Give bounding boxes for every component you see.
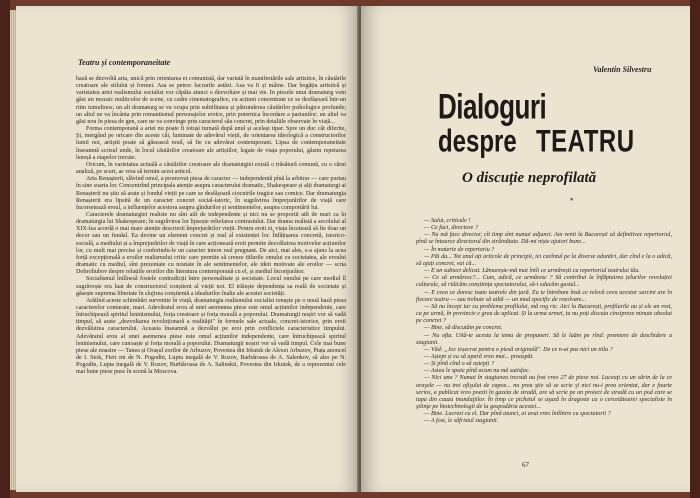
right-page: [361, 6, 690, 492]
dialogue-line: — Nu ofta. Uită-te acesta la tema de propuneri. Să le luăm pe rînd: premiere de deschidere a stagiunii.: [416, 332, 672, 346]
paragraph: Oricum, în varietatea actuală a căutărilor creatoare ale dramaturgiei există o trăsătură comună, cu o cărui analiză, pe scurt, as vrea să termin acest articol.: [76, 161, 346, 176]
dialogue-line: — Salut, criticule !: [424, 218, 471, 224]
dialogue-line: — Văd: „Joc ieșecrat pentru o piesă originală". De ce n-ai pus nici un titlu ?: [424, 346, 613, 353]
title-word-despre: despre: [438, 124, 517, 160]
dialogue-line: — În materie de repertoriu ?: [424, 246, 495, 253]
paragraph: Arătînd aceste schimbări survenite în viață, dramaturgia realismului socialist renaște pe o nouă bază piesa caracterelor conturate, mari. Adevăratul erou al unei asemenea piese este omul acțiunilor independente, care întruchipează spiritul leninismului, forța creatoare și forța morală a poporului. Dramaturgii noștri vor să vadă timpul, să arate „dezvoltarea revoluționară a realității" în formele sale actuale, concret-istorice, prin eroii dezvăluirea caracterului. Aceasta înseamnă a dezvălui pe eroi prin conflictele caracteristice timpului. Adevăratul erou al unei asemenea piese este omul acțiunilor independente, care întruchipează spiritul leninismului, care cunoaște și forța morală a poporului. Dramaturgii noștri vor să vadă timpul. Cele mai bune piese ale noastre — Tanea și Orașul zorilor de Arbuzov, Povestea din Irkutsk de Alexei Arbuzov, Piața anonceí de I. Stok, Fieri mi de N. Pogodin, Lupta inegală de V. Rozov, Barbăroasa de A. Salenkov, să ales pe N. Pogodin, Lupta inegală de V. Rozov, Burbăroasa de A. Salinskii, Povestea din Irkutsk, de a reprezentat cele mai bune piese puse în scenă la Moscova.: [76, 297, 346, 376]
dialogue-line: — Să nu începi iar cu problema profilului, mă rog rie. Aici la București, profilurile au și ele un rost, ca pe urmă, în provincie e greu de aplicat. Și la urma urmei, tu nu poți discuta cinsipreze minute absolut pe concret ?: [416, 303, 672, 325]
dialogue-line: — Nici una ? Numai în stagiunea trecută au fost vreo 27 de piese noi. Luceaţi cu un sărin de la ce oraşele — nu trei afişului de capoe... nu prea ştie să se scrie şi nici nu-i prea orientat, dar e foarte serios, a publicat vreo poezii în gazeta de stradă, are să scrie pe un proiect de stradă cu un pod care se tapa din cauza inundaţiilor. În timp ce pichetul se aşază în dragoste cu o cercetătoarei specialiste în ştiinţe pe biotechnologii de la gospodăria acestei...: [416, 375, 672, 411]
dialogue-line: — Astea le spuie pînă acum nu mă satisfac.: [424, 368, 531, 375]
paragraph: Socialismul întîlnesă fostele contradicții între personalitate și societate. Locul omului pe care mediul îl sugrăvește era luat de constructorul conștient al vieții noi. El trăiește dependența sa reală de societate și găsește suprema libertate în slujirea conștientă a idealurilor înalte ale acestei societăți.: [76, 276, 346, 297]
paragraph: Caracterele dramaturgiei realiste nu sînt atît de independente și nici nu se proportii atît de mari ca în dramaturgia lui Shakespeare; în sugrăvirea lor lipsește reliefarea contrastului. Dar drama realistă a secolului al XIX-lea acordă o mai mare atenție descrierii împrejurărilor vieții. Pentru eroii ei, viața încetează să fie doar un decor sau un fundal. Ea devine un element concret și real al existenței lor. Înfățișarea concretă, istorico-socială, a mediului și a împrejurărilor de viață în care acționează eroii permite dezvăluirea motivelor acțiunilor lor, cu mult mai precise și conferindu-le un caracter intern real pregnant. De aici, mai ales, s-a ajuns la acea forță excepțională a eroilor realismului critic care permite să creeze titlurile omului cu societatea, ale eroului dramatic cu mediul, sînt prezentate cu noutate în ale sentimentelor, ale ideii motivate ale eroilor — scria Dobroliubov despre relațiile erorilor din literatura contemporană cu el, și mediul înconjurător.: [76, 211, 346, 276]
section-star: *: [570, 197, 574, 205]
article-title: [434, 86, 684, 181]
dialogue-text: [416, 218, 672, 426]
left-page: [16, 6, 359, 492]
cover-edge-left: [0, 0, 10, 498]
dialogue-line: — Și pînă cînd o să aștepți ?: [424, 361, 494, 368]
page-number: 67: [522, 461, 529, 469]
left-text-column: [76, 76, 346, 484]
article-subtitle: O discuție neprofilată: [462, 170, 597, 186]
title-word-teatru: TEATRU: [536, 124, 635, 160]
cover-edge-right: [690, 0, 700, 498]
right-running-head: Valentin Silvestru: [593, 65, 652, 74]
dialogue-line: — Aștept și eu să apară vreo mai... proaspăt.: [424, 353, 534, 360]
dialogue-line: — Bine. Lucrezi cu el. Dar pînă atunci, ai avut vreo întîlnire cu spectatorii ?: [424, 411, 611, 418]
left-running-head: Teatru și contemporaneitate: [78, 58, 171, 67]
dialogue-line: — Ce faci, directore ?: [424, 225, 478, 232]
title-word-dialoguri: Dialoguri: [438, 86, 547, 127]
dialogue-line: — E un subiect delicat. Lămurește-mă mai întîi ce urmărești cu repertoriul teatrului tău.: [424, 268, 640, 275]
dialogue-line: — Ce să urmăresc?... Cum, adică, ce urmăresc ? Să contribui la înfăptuirea țelurilor revoluției culturale, să ridicăm conștiința spectatorului, să-i educăm gustul...: [416, 275, 672, 289]
dialogue-line: — Nu mă face director, cît timp sînt numai adjunct. Am venit la București să definitivez repertoriul, pînă se întoarce directorul din străinătate. Dă-mi niște ajutori bune...: [416, 232, 672, 246]
paragraph: Forma contemporană a artei nu poate fi totuși turnată după unul și același tipar. Spre un duc cât diferite, Și, mergând pe oricare din aceste căi, luminate de adevărul vieții, de orientarea ideologică a constructorilor lumii noi, artiștii poate să găsească noul, să fie cu adevărat contemporani. Lipsa de contemporaneitate înseamnă scrisul unde, în locul căutărilor creatoare ale artiștilor, legate de viața poporului, găsim repetarea leneșă a etapelor trecute.: [76, 126, 346, 161]
dialogue-line: — E ceea ce doresc toate teatrele din țară. Eu te întrebam însă ce relevă ceva acestor sarcini are în fiecare teatru — sau trebuie să aibă — un mod specific de rezolvare...: [416, 289, 672, 303]
dialogue-line: — Bine, să discutăm pe concret.: [424, 325, 503, 332]
paragraph: bază se dezvoltă arta, unică prin orientarea ei comunistă, dar variată în manifestările sale artistice, în căutările creatoare ale stilului și formei. Asa se petrec lucrurile astăzi. Asa va fi și mâine. Dar bogăția artistică și varietatea artei realismului socialist vor căpăta atunci o dezvoltare și mai vie. In piesele unui dramaturg vom găsi un mozaic multicolor de scene, cu cadre cinematografice, cu acțiuni concentrate ce se desfășoară într-un ritm tumultuos; un alt dramaturg se va ocupa prin subtilitatea și pătrunderea căutărilor psihologice profunde; un altul ne va încânta prin romantismul personajelor eroice, prin puternica încordare a pasiunilor; un altul va găsi nou în piesa de gen, care ne va convinge prin caracterul său concret, prin detaliile observate în viață...: [76, 76, 346, 125]
paragraph: Arta Renașterii, slăvind omul, a promovat piesa de caracter — independentă pînă la arbitrar — care purtau în sine soarta lor. Concentrînd principala atenție asupra caracterului dramatic, Shakespeare și alți dramaturgi ai Renașterii nu știu să arate și fondul vieții pe care se desfășoară ciocnirile tragice sau comice. Dar dramaturgia Renașterii era lipsită de un caracter concret social-istoric, în sugrăvirea împrejurărilor de viață care încorsetează eroul, a influențelor acestora asupra gîndurilor și sentimentelor, asupra comportării lui.: [76, 176, 346, 211]
dialogue-line: — Păi da... Tot anul ați articole de principii, iei cuvîntul pe la diverse adunări, dar cînd e la o adică, să ajuți concret, vai că...: [416, 253, 672, 267]
dialogue-line: — A fost, le săfristul stagiunii.: [424, 418, 499, 425]
